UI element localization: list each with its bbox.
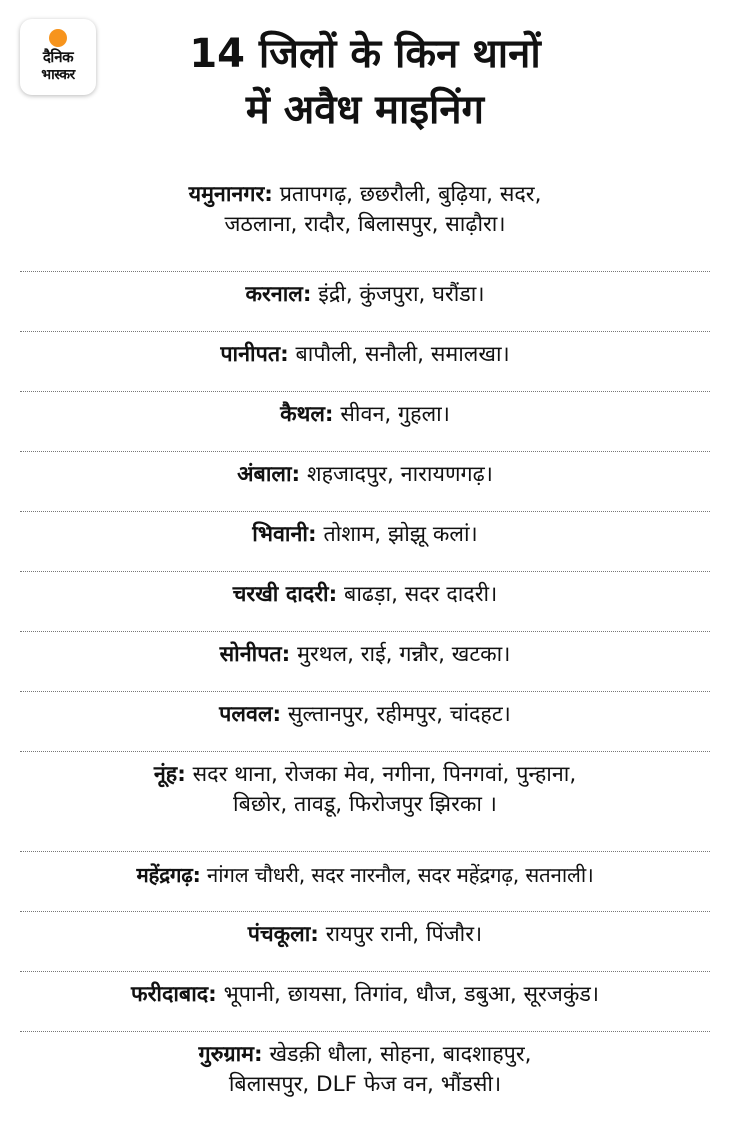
page-title <box>130 26 600 138</box>
stations-text-continued: बिछोर, तावडू, फिरोजपुर झिरका । <box>233 792 497 817</box>
stations-text: तोशाम, झोझू कलां। <box>323 522 478 547</box>
stations-text: भूपानी, छायसा, तिगांव, धौज, डबुआ, सूरजकुंड। <box>223 982 599 1007</box>
list-item-faridabad <box>20 972 710 1032</box>
district-name: नूंह: <box>153 762 186 787</box>
list-item-charkhi-dadri <box>20 572 710 632</box>
district-name: पंचकूला: <box>247 922 319 947</box>
district-name: कैथल: <box>280 402 334 427</box>
list-item-kaithal <box>20 392 710 452</box>
list-item-nuh <box>20 752 710 852</box>
stations-text: सदर थाना, रोजका मेव, नगीना, पिनगवां, पुन्हाना, <box>192 762 577 787</box>
stations-text-continued: जठलाना, रादौर, बिलासपुर, साढ़ौरा। <box>224 212 506 237</box>
stations-text: शहजादपुर, नारायणगढ़। <box>306 462 493 487</box>
district-name: सोनीपत: <box>219 642 291 667</box>
stations-text: नांगल चौधरी, सदर नारनौल, सदर महेंद्रगढ़, सतनाली। <box>206 863 594 887</box>
list-item-ambala <box>20 452 710 512</box>
district-name: अंबाला: <box>237 462 301 487</box>
district-name: महेंद्रगढ़: <box>136 863 201 887</box>
list-item-bhiwani <box>20 512 710 572</box>
stations-text: बाढड़ा, सदर दादरी। <box>344 582 498 607</box>
stations-text: सीवन, गुहला। <box>340 402 450 427</box>
list-item-karnal <box>20 272 710 332</box>
list-item-panipat <box>20 332 710 392</box>
sun-icon <box>49 29 67 47</box>
district-name: गुरुग्राम: <box>198 1042 263 1067</box>
stations-text: बापौली, सनौली, समालखा। <box>295 342 510 367</box>
district-name: चरखी दादरी: <box>232 582 338 607</box>
district-name: पानीपत: <box>220 342 289 367</box>
list-item-sonipat <box>20 632 710 692</box>
stations-text: इंद्री, कुंजपुरा, घरौंडा। <box>318 282 485 307</box>
district-name: यमुनानगर: <box>188 182 273 207</box>
list-item-yamunanagar <box>20 172 710 272</box>
list-item-mahendragarh <box>20 852 710 912</box>
district-name: पलवल: <box>219 702 282 727</box>
district-name: करनाल: <box>245 282 312 307</box>
list-item-gurugram <box>20 1032 710 1132</box>
stations-text: सुल्तानपुर, रहीमपुर, चांदहट। <box>287 702 511 727</box>
dainik-bhaskar-logo <box>20 19 96 95</box>
stations-text: मुरथल, राई, गन्नौर, खटका। <box>297 642 511 667</box>
stations-text: प्रतापगढ़, छछरौली, बुढ़िया, सदर, <box>279 182 542 207</box>
district-name: भिवानी: <box>252 522 317 547</box>
district-name: फरीदाबाद: <box>131 982 217 1007</box>
stations-text: खेडक़ी धौला, सोहना, बादशाहपुर, <box>269 1042 532 1067</box>
stations-text: रायपुर रानी, पिंजौर। <box>325 922 483 947</box>
stations-text-continued: बिलासपुर, DLF फेज वन, भौंडसी। <box>228 1072 502 1097</box>
title-line2: में अवैध माइनिंग <box>245 87 485 133</box>
logo-text-line1: दैनिक <box>42 48 74 66</box>
district-police-station-list <box>20 172 710 1132</box>
logo-text-line2: भास्कर <box>41 67 75 83</box>
list-item-palwal <box>20 692 710 752</box>
list-item-panchkula <box>20 912 710 972</box>
title-line1: 14 जिलों के किन थानों <box>189 31 541 77</box>
